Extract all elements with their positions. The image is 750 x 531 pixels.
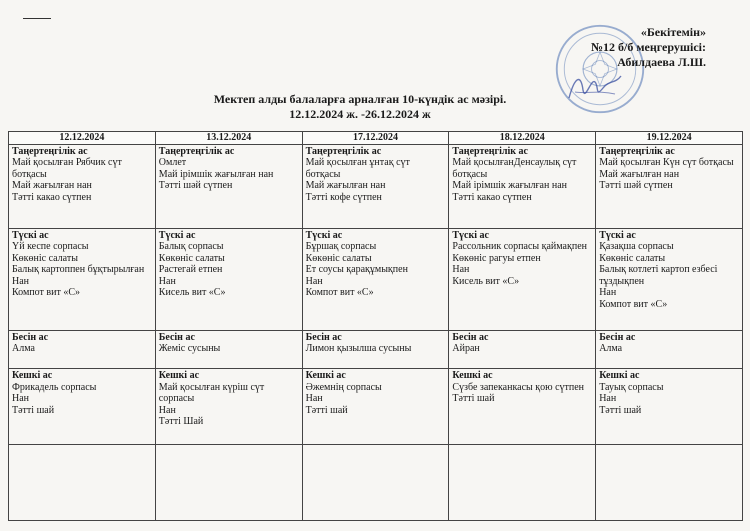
date-header: 18.12.2024 bbox=[449, 132, 596, 145]
menu-item: Тәтті Шай bbox=[158, 416, 204, 428]
menu-item: Май ірімшік жағылған нан bbox=[452, 180, 567, 191]
menu-item: Тәтті шәй сүтпен bbox=[158, 180, 233, 191]
menu-item: Компот вит «С» bbox=[305, 287, 374, 299]
empty-cell bbox=[155, 445, 302, 521]
menu-item: Рассольник сорпасы қаймақпен bbox=[452, 241, 587, 253]
meal-label: Бесін ас bbox=[452, 331, 489, 343]
dinner-row bbox=[9, 369, 743, 445]
meal-label: Түскі ас bbox=[158, 229, 196, 241]
menu-item: Тәтті какао сүтпен bbox=[452, 191, 532, 203]
menu-item: Қазақша сорпасы bbox=[599, 241, 674, 253]
snack-row bbox=[9, 330, 743, 368]
approval-block bbox=[591, 25, 706, 70]
breakfast-cell bbox=[302, 144, 449, 228]
breakfast-cell bbox=[596, 144, 743, 228]
menu-item: Нан bbox=[12, 393, 30, 405]
corner-dash-mark bbox=[23, 18, 51, 19]
menu-item: Май қосылған күріш сүт сорпасы bbox=[158, 381, 265, 405]
menu-item: Тәтті шәй сүтпен bbox=[599, 180, 673, 191]
page-title bbox=[150, 92, 570, 122]
approval-position: №12 б/б меңгерушісі: bbox=[590, 40, 706, 54]
menu-item: Тәтті шай bbox=[305, 404, 348, 416]
dinner-cell bbox=[449, 369, 596, 445]
meal-label: Кешкі ас bbox=[158, 370, 200, 382]
menu-item: Нан bbox=[158, 275, 176, 287]
meal-label: Таңертеңгілік ас bbox=[158, 145, 235, 157]
snack-cell bbox=[449, 330, 596, 368]
dinner-cell bbox=[596, 369, 743, 445]
meal-label: Бесін ас bbox=[305, 331, 342, 343]
title-main: Мектеп алды балаларға арналған 10-күндік ас мәзірі. bbox=[213, 92, 507, 106]
menu-item: Тәтті шай bbox=[452, 393, 495, 405]
menu-item: Тәтті шай bbox=[599, 404, 642, 416]
breakfast-cell bbox=[9, 144, 156, 228]
meal-label: Түскі ас bbox=[599, 229, 636, 241]
lunch-cell bbox=[449, 228, 596, 330]
menu-item: Балық картоппен бұқтырылған bbox=[12, 264, 145, 276]
meal-label: Таңертеңгілік ас bbox=[12, 145, 88, 157]
empty-cell bbox=[596, 445, 743, 521]
menu-item: Бұршақ сорпасы bbox=[305, 241, 377, 253]
meal-label: Кешкі ас bbox=[452, 370, 493, 382]
menu-item: Кисель вит «С» bbox=[452, 275, 520, 287]
menu-item: Тәтті шай bbox=[12, 404, 55, 416]
dinner-cell bbox=[9, 369, 156, 445]
menu-item: Май қосылған Рябчик сүт ботқасы bbox=[12, 157, 122, 180]
menu-item: Растегай етпен bbox=[158, 264, 223, 276]
menu-item: Балық сорпасы bbox=[158, 241, 224, 253]
lunch-row bbox=[9, 228, 743, 330]
dinner-cell bbox=[155, 369, 302, 445]
date-header: 17.12.2024 bbox=[302, 132, 449, 145]
meal-label: Кешкі ас bbox=[12, 370, 53, 382]
menu-item: Тәтті кофе сүтпен bbox=[305, 191, 382, 203]
menu-item: Тауық сорпасы bbox=[599, 381, 664, 393]
menu-item: Май қосылған Күн сүт ботқасы bbox=[599, 157, 734, 168]
menu-item: Көкөніс салаты bbox=[12, 252, 78, 264]
meal-label: Бесін ас bbox=[12, 331, 49, 343]
breakfast-row bbox=[9, 144, 743, 228]
empty-row bbox=[9, 445, 743, 521]
menu-item: Май ірімшік жағылған нан bbox=[158, 168, 274, 180]
menu-item: Компот вит «С» bbox=[599, 298, 668, 310]
menu-item: Омлет bbox=[158, 157, 187, 168]
approval-name: Абилдаева Л.Ш. bbox=[617, 55, 706, 69]
menu-item: Алма bbox=[12, 343, 35, 355]
meal-label: Кешкі ас bbox=[599, 370, 640, 382]
menu-item: Жеміс сусыны bbox=[158, 343, 221, 355]
menu-item: Нан bbox=[12, 275, 30, 287]
empty-cell bbox=[302, 445, 449, 521]
menu-item: Үй кеспе сорпасы bbox=[12, 241, 89, 253]
title-period: 12.12.2024 ж. -26.12.2024 ж bbox=[289, 107, 431, 121]
meal-label: Таңертеңгілік ас bbox=[599, 145, 675, 157]
menu-item: Айран bbox=[452, 343, 480, 355]
menu-item: Балық котлеті картоп езбесі тұздықпен bbox=[599, 264, 718, 287]
menu-item: Кисель вит «С» bbox=[158, 287, 226, 299]
menu-item: Май жағылған нан bbox=[12, 180, 92, 191]
date-header: 13.12.2024 bbox=[155, 132, 302, 145]
signature-icon bbox=[565, 68, 625, 106]
menu-item: Көкөніс салаты bbox=[305, 252, 372, 264]
menu-item: Әжемнің сорпасы bbox=[305, 381, 382, 393]
menu-item: Нан bbox=[305, 275, 323, 287]
empty-cell bbox=[449, 445, 596, 521]
menu-item: Май қосылғанДенсаулық сүт ботқасы bbox=[452, 157, 577, 180]
date-header: 12.12.2024 bbox=[9, 132, 156, 145]
menu-item: Нан bbox=[305, 393, 323, 405]
meal-label: Бесін ас bbox=[599, 331, 636, 343]
meal-label: Таңертеңгілік ас bbox=[305, 145, 382, 157]
snack-cell bbox=[9, 330, 156, 368]
meal-label: Түскі ас bbox=[305, 229, 343, 241]
menu-item: Сүзбе запеканкасы қою сүтпен bbox=[452, 381, 585, 393]
lunch-cell bbox=[596, 228, 743, 330]
menu-item: Май жағылған нан bbox=[305, 180, 386, 191]
menu-item: Нан bbox=[452, 264, 470, 276]
date-header: 19.12.2024 bbox=[596, 132, 743, 145]
meal-label: Түскі ас bbox=[12, 229, 49, 241]
meal-label: Кешкі ас bbox=[305, 370, 346, 382]
menu-item: Ет соусы қарақұмықпен bbox=[305, 264, 408, 276]
dinner-cell bbox=[302, 369, 449, 445]
lunch-cell bbox=[9, 228, 156, 330]
empty-cell bbox=[9, 445, 156, 521]
breakfast-cell bbox=[155, 144, 302, 228]
date-header-row bbox=[9, 132, 743, 145]
menu-item: Нан bbox=[599, 393, 617, 405]
snack-cell bbox=[155, 330, 302, 368]
menu-item: Компот вит «С» bbox=[12, 287, 81, 299]
lunch-cell bbox=[302, 228, 449, 330]
menu-item: Алма bbox=[599, 343, 623, 355]
menu-item: Май қосылған ұнтақ сүт ботқасы bbox=[305, 157, 410, 180]
snack-cell bbox=[302, 330, 449, 368]
lunch-cell bbox=[155, 228, 302, 330]
menu-item: Көкөніс салаты bbox=[599, 252, 666, 264]
menu-item: Нан bbox=[599, 287, 617, 299]
menu-item: Фрикадель сорпасы bbox=[12, 381, 97, 393]
menu-table bbox=[8, 131, 743, 521]
menu-item: Көкөніс рагуы етпен bbox=[452, 252, 541, 264]
snack-cell bbox=[596, 330, 743, 368]
menu-item: Тәтті какао сүтпен bbox=[12, 191, 92, 203]
menu-item: Көкөніс салаты bbox=[158, 252, 225, 264]
meal-label: Таңертеңгілік ас bbox=[452, 145, 528, 157]
meal-label: Бесін ас bbox=[158, 331, 195, 343]
menu-item: Нан bbox=[158, 404, 176, 416]
approval-heading: «Бекітемін» bbox=[640, 25, 706, 39]
breakfast-cell bbox=[449, 144, 596, 228]
meal-label: Түскі ас bbox=[452, 229, 489, 241]
menu-item: Лимон қызылша сусыны bbox=[305, 343, 412, 355]
menu-item: Май жағылған нан bbox=[599, 168, 680, 180]
